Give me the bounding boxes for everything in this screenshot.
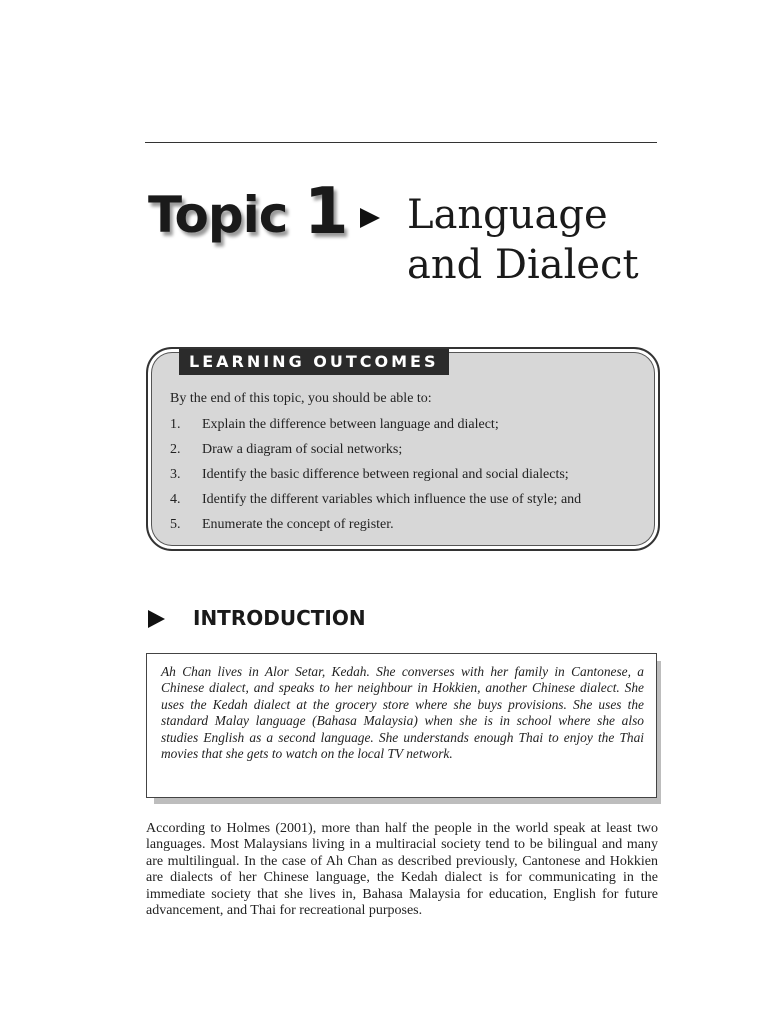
list-item-number: 4. — [170, 492, 181, 507]
case-study-box: Ah Chan lives in Alor Setar, Kedah. She converses with her family in Cantonese, a Chinese dialect, and speaks to her neighbour in Hokkien, another Chinese dialect. She uses the Kedah dialect at the grocery store where she buys provisions. She uses the standard Malay language (Bahasa Malaysia) when she is in school where she also studies English as a second language. She understands enough Thai to enjoy the Thai movies that she gets to watch on the local TV network. — [146, 653, 657, 798]
list-item-number: 1. — [170, 417, 181, 432]
section-arrow-icon — [148, 610, 165, 628]
list-item — [170, 516, 581, 541]
learning-outcomes-intro: By the end of this topic, you should be able to: — [170, 391, 432, 406]
topic-label: Topic — [148, 186, 288, 244]
topic-number: 1 — [304, 175, 349, 249]
page-title — [407, 190, 639, 290]
title-line-1: Language — [407, 192, 608, 238]
list-item — [170, 441, 581, 466]
learning-outcomes-heading: LEARNING OUTCOMES — [179, 349, 449, 375]
body-paragraph: According to Holmes (2001), more than half the people in the world speak at least two languages. Most Malaysians living in a multiracial society tend to be bilingual and many are multilingual. In the case of Ah Chan as described previously, Cantonese and Hokkien are dialects of her Chinese language, the Kedah dialect is for communicating in the immediate society that she lives in, Bahasa Malaysia for education, English for future advancement, and Thai for recreational purposes. — [146, 821, 658, 919]
list-item-text: Enumerate the concept of register. — [202, 517, 394, 532]
section-heading: INTRODUCTION — [193, 606, 366, 630]
list-item-text: Identify the different variables which influence the use of style; and — [202, 492, 582, 507]
list-item — [170, 466, 581, 491]
triangle-arrow-icon — [360, 208, 380, 228]
top-rule — [145, 142, 657, 143]
list-item-number: 2. — [170, 442, 181, 457]
learning-outcomes-list — [170, 416, 581, 541]
list-item-text: Draw a diagram of social networks; — [202, 442, 403, 457]
list-item-text: Explain the difference between language and dialect; — [202, 417, 499, 432]
list-item-number: 3. — [170, 467, 181, 482]
list-item — [170, 416, 581, 441]
list-item-number: 5. — [170, 517, 181, 532]
title-line-2: and Dialect — [407, 242, 639, 288]
list-item-text: Identify the basic difference between regional and social dialects; — [202, 467, 569, 482]
list-item — [170, 491, 581, 516]
